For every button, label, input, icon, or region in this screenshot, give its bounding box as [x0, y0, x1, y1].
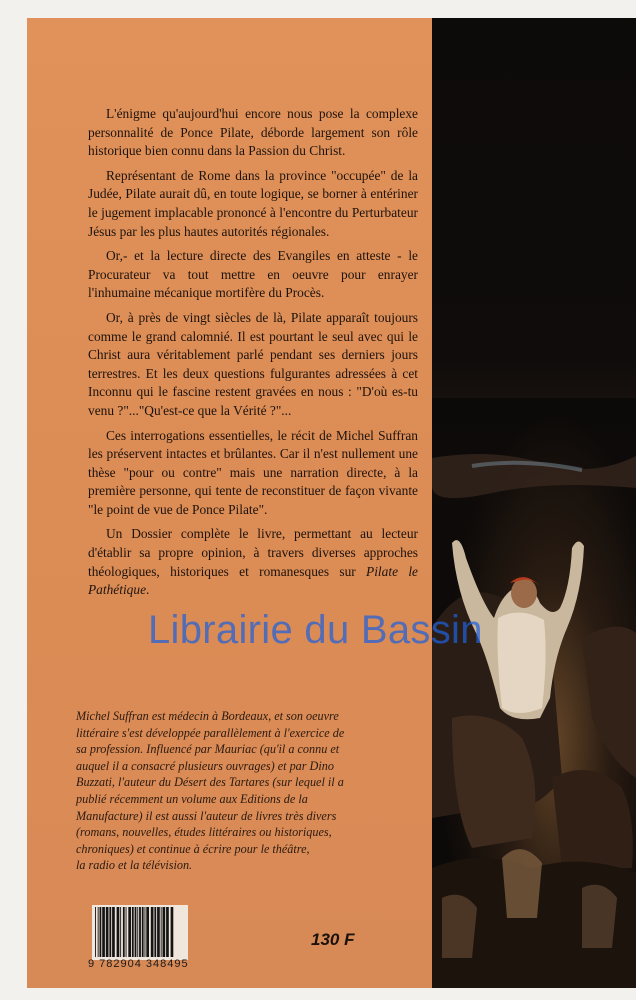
bio-line: Manufacture) il est aussi l'auteur de livres très divers — [76, 808, 337, 823]
barcode-bar — [100, 907, 102, 957]
barcode-bar — [102, 907, 105, 957]
bio-line: la radio et la télévision. — [76, 858, 193, 873]
bio-line: sa profession. Influencé par Mauriac (qu'il a connu et — [76, 742, 340, 757]
barcode-bar — [139, 907, 141, 957]
barcode-bar — [132, 907, 134, 957]
barcode-bar — [154, 907, 156, 957]
synopsis-paragraph-final — [88, 525, 418, 599]
barcode-bar — [166, 907, 169, 957]
barcode-bar — [128, 907, 131, 957]
final-paragraph-end: . — [146, 582, 150, 598]
bookseller-watermark: Librairie du Bassin — [148, 608, 483, 652]
barcode-bar — [146, 907, 149, 957]
barcode-bar — [120, 907, 121, 957]
barcode-bar — [95, 907, 96, 957]
synopsis-paragraph: Représentant de Rome dans la province "occupée" de la Judée, Pilate aurait dû, en toute logique, se borner à entériner le jugement implacable prononcé à l'encontre du Perturbateur Jésus par les plus hautes autorités régionales. — [88, 167, 418, 239]
barcode-bar — [112, 907, 115, 957]
barcode-bar — [171, 907, 174, 957]
bio-line: chroniques) et continue à écrire pour le théâtre, — [76, 841, 310, 856]
barcode-bar — [163, 907, 166, 957]
barcode-bar — [145, 907, 146, 957]
synopsis-paragraph: Ces interrogations essentielles, le récit de Michel Suffran les préservent intactes et brûlantes. Car il n'est nullement une thèse "pour ou contre" mais une narration directe, à la première personne, qui tente de reconstituer de façon vivante "le point de vue de Ponce Pilate". — [88, 427, 418, 517]
author-bio — [76, 708, 376, 874]
barcode-bar — [117, 907, 120, 957]
bio-line: Buzzati, l'auteur du Désert des Tartares (sur lequel il a — [76, 775, 344, 790]
barcode-bar — [142, 907, 144, 957]
synopsis-paragraph: L'énigme qu'aujourd'hui encore nous pose la complexe personnalité de Ponce Pilate, déborde largement son rôle historique bien connu dans la Passion du Christ. — [88, 106, 418, 159]
bio-line: auquel il a consacré plusieurs ouvrages) et par Dino — [76, 758, 334, 773]
isbn-number: 9 782904 348495 — [88, 958, 189, 970]
bio-line: (romans, nouvelles, études littéraires ou historiques, — [76, 825, 332, 840]
barcode-bar — [157, 907, 160, 957]
bio-line: Michel Suffran est médecin à Bordeaux, et son oeuvre — [76, 709, 339, 723]
cover-painting — [432, 18, 636, 988]
synopsis-paragraph: Or, à près de vingt siècles de là, Pilate apparaît toujours comme le grand calomnié. Il est pourtant le seul avec qui le Christ aura véritablement parlé pendant ses derniers jours terrestres. Et les deux questions fulgurantes adressées à cet Inconnu qui le fascine restent gravées en nous : "D'où es-tu venu ?"..."Qu'est-ce que la Vérité ?"... — [88, 309, 418, 418]
isbn-barcode — [92, 905, 188, 960]
final-paragraph-text: Un Dossier complète le livre, permettant au lecteur d'établir sa propre opinion, à travers diverses approches théologiques, historiques et romanesques sur — [88, 526, 418, 579]
barcode-bar — [137, 907, 138, 957]
synopsis-paragraph: Or,- et la lecture directe des Evangiles en atteste - le Procurateur va tout mettre en oeuvre pour enrayer l'inhumaine mécanique mortifère du Procès. — [88, 248, 418, 301]
book-title-inline: Pilate le Pathétique — [88, 563, 418, 598]
synopsis-text — [88, 105, 418, 606]
price-label: 130 F — [311, 930, 355, 949]
barcode-bar — [161, 907, 162, 957]
barcode-bar — [123, 907, 125, 957]
barcode-bar — [135, 907, 137, 957]
barcode-bar — [106, 907, 109, 957]
bio-line: publié récemment un volume aux Editions de la — [76, 791, 308, 806]
bio-line: littéraire s'est développée parallèlement à l'exercice de — [76, 725, 345, 740]
barcode-bar — [151, 907, 154, 957]
barcode-bar — [126, 907, 127, 957]
barcode-bar — [98, 907, 99, 957]
barcode-bars — [92, 905, 188, 960]
painting-illustration — [432, 18, 636, 988]
barcode-bar — [109, 907, 111, 957]
